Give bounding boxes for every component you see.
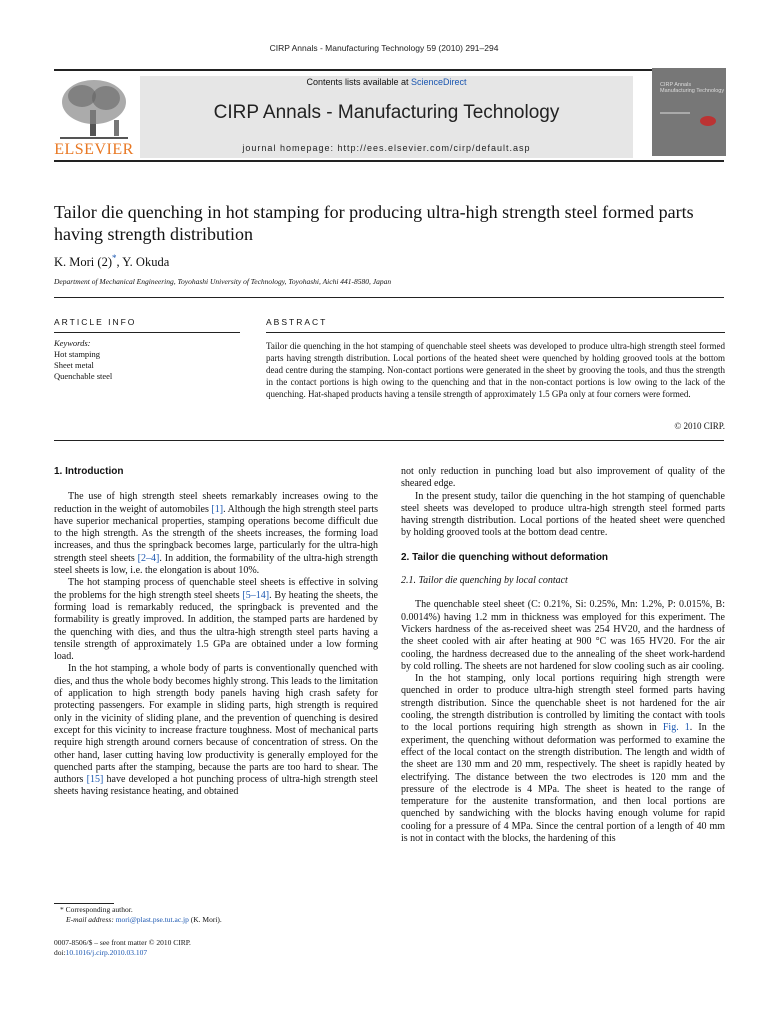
cover-line	[660, 112, 690, 114]
right-column	[401, 466, 725, 845]
author-affiliation: Department of Mechanical Engineering, Toyohashi University of Technology, Toyohashi, Aichi 441-8580, Japan	[54, 277, 392, 286]
abstract-bottom-rule	[54, 440, 724, 441]
paragraph: The quenchable steel sheet (C: 0.21%, Si: 0.25%, Mn: 1.2%, P: 0.015%, B: 0.0014%) having 1.2 mm in thickness was employed for this experiment. The Vickers hardness of the as-received sheet was 254 HV20, and the hardness of the sheet cooled with air after heating at 900 °C was 165 HV20. For the air cooling, the hardness decreased due to the annealing of the sheet work-hardend by cold rolling. The sheets are not hardened for slow cooling such as air cooling.	[401, 599, 725, 672]
title-bottom-rule	[54, 297, 724, 298]
citation-link[interactable]: [1]	[211, 503, 224, 515]
doi-line: doi:10.1016/j.cirp.2010.03.107	[54, 948, 148, 957]
figure-link[interactable]: Fig. 1	[662, 722, 690, 734]
journal-cover-thumbnail	[652, 68, 726, 156]
article-authors	[54, 253, 169, 270]
citation-link[interactable]: [15]	[86, 774, 104, 786]
keywords-label: Keywords:	[54, 338, 91, 348]
issn-line: 0007-8506/$ – see front matter © 2010 CIRP.	[54, 938, 191, 947]
keyword: Quenchable steel	[54, 371, 113, 381]
footnote-email: E-mail address: mori@plast.pse.tut.ac.jp (K. Mori).	[66, 915, 222, 924]
homepage-text: journal homepage: http://ees.elsevier.com/cirp/default.asp	[242, 143, 531, 153]
masthead-top-rule	[54, 69, 724, 71]
citation-link[interactable]: [5–14]	[242, 589, 270, 601]
abstract-heading: ABSTRACT	[266, 317, 328, 327]
abstract-copyright: © 2010 CIRP.	[674, 421, 725, 431]
keyword: Sheet metal	[54, 360, 94, 370]
author-mori: K. Mori (2)	[54, 255, 112, 270]
paragraph: In the hot stamping, only local portions requiring high strength were quenched in order to produce ultra-high strength steel formed parts having strength distribution. Since the quenchable sheet is not hardened for the air cooling, the strength distribution is controlled by limiting the contact with tools to the local portions requiring high strength as shown in Fig. 1. In the experiment, the quenching without deformation was performed to examine the effect of the local contact on the strength distribution. The length and width of the sheet are 130 mm and 20 mm, respectively. The sheet is rapidly heated by electrifying. The distance between the two electrodes is 120 mm and the pressure of the electrode is 4 MPa. The sheet is heated to the range of temperature for the austenite transformation, and then local portions are quenched by sandwiching with the blocks having enough volume for rapid cooling for a pressure of 4 MPa. Since the central portion of a length of 40 mm is not in contact with the blocks, the hardening of this	[401, 673, 725, 845]
email-link[interactable]: mori@plast.pse.tut.ac.jp	[115, 915, 189, 924]
masthead-bottom-rule	[54, 160, 724, 162]
author-okuda: , Y. Okuda	[116, 255, 170, 270]
subsection-heading: 2.1. Tailor die quenching by local contact	[401, 575, 568, 587]
cover-title: CIRP Annals Manufacturing Technology	[660, 82, 725, 94]
journal-homepage[interactable]	[140, 143, 633, 153]
contents-prefix: Contents lists available at	[306, 77, 412, 87]
keywords-block	[54, 338, 112, 382]
article-info-heading: ARTICLE INFO	[54, 317, 137, 327]
section-heading: 1. Introduction	[54, 466, 124, 477]
info-rule	[54, 332, 240, 333]
publisher-wordmark: ELSEVIER	[54, 141, 134, 158]
paragraph: The hot stamping process of quenchable steel sheets is effective in solving the problems for the high strength steel sheets [5–14]. By heating the sheets, the forming load is remarkably reduced, the springback is prevented and the formability is greatly improved. In addition, the stamped parts are hardened by the quenching with dies, and thus the ultra-high strength steel parts having a tensile strength of approximately 1.5 GPa are obtained under a low forming load.	[54, 577, 378, 663]
keyword: Hot stamping	[54, 349, 101, 359]
cover-graphic	[700, 116, 716, 126]
left-column	[54, 466, 378, 799]
paragraph: The use of high strength steel sheets remarkably increases owing to the reduction in the weight of automobiles [1]. Although the high strength steel parts have superior mechanical properties, stamping operations become difficult due to the high strength. As the strength of the sheets increases, the forming load increases, and thus the springback becomes large, particularly for the ultra-high strength steel sheets [2–4]. In addition, the formability of the ultra-high strength steel sheets is low, i.e. the elongation is about 10%.	[54, 491, 378, 577]
footnote-corresponding: * Corresponding author.	[60, 905, 133, 914]
section-heading: 2. Tailor die quenching without deformation	[401, 551, 609, 563]
paragraph: In the hot stamping, a whole body of parts is conventionally quenched with dies, and thus the whole body becomes highly strong. This leads to the limitation of application to high strength body panels having high crash safety for protecting passengers. For example in sliding parts, high strength is required only in the vicinity of sliding plane, and the prevention of quenching is desired except for this vicinity to increase fracture toughness. Most of mechanical parts require high strength around corners because of concentration of stress. On the other hand, laser cutting having low productivity is generally employed for the quenched parts after the stamping, because the parts are too hard to shear. The authors [15] have developed a hot punching process of ultra-high strength steel sheets having resistance heating, and obtained	[54, 663, 378, 798]
article-title: Tailor die quenching in hot stamping for producing ultra-high strength steel formed parts having strength distribution	[54, 202, 694, 244]
journal-title: CIRP Annals - Manufacturing Technology	[213, 102, 560, 123]
abstract-text: Tailor die quenching in the hot stamping of quenchable steel sheets was developed to produce ultra-high strength steel formed parts having strength distribution. Local portions of the heated sheet were quenched by holding grooved tools at the bottom dead centre during the stamping. Non-contact portions were generated in the sheet by grooving the tools, and thus the strength in the contact portions is high owing to the quenching and that in the non-contact portions is low owing to the lack of the quenching. Hat-shaped products having a tensile strength of approximately 1.5 GPa only at four corners were formed.	[266, 341, 725, 399]
paragraph: not only reduction in punching load but also improvement of quality of the sheared edge.	[401, 466, 725, 490]
citation-link[interactable]: [2–4]	[137, 552, 160, 564]
contents-line	[140, 77, 633, 87]
footnote-rule	[54, 903, 114, 904]
corresponding-author-mark[interactable]: *	[111, 253, 117, 263]
doi-link[interactable]: 10.1016/j.cirp.2010.03.107	[65, 948, 148, 957]
sciencedirect-link[interactable]: ScienceDirect	[411, 77, 467, 87]
paragraph: In the present study, tailor die quenching in the hot stamping of quenchable steel sheets was developed to produce ultra-high strength steel formed parts having strength distribution. Local portions of the heated sheet were quenched by holding grooved tools at the bottom dead centre.	[401, 490, 725, 539]
abstract-rule	[266, 332, 725, 333]
journal-reference: CIRP Annals - Manufacturing Technology 59 (2010) 291–294	[269, 43, 499, 53]
